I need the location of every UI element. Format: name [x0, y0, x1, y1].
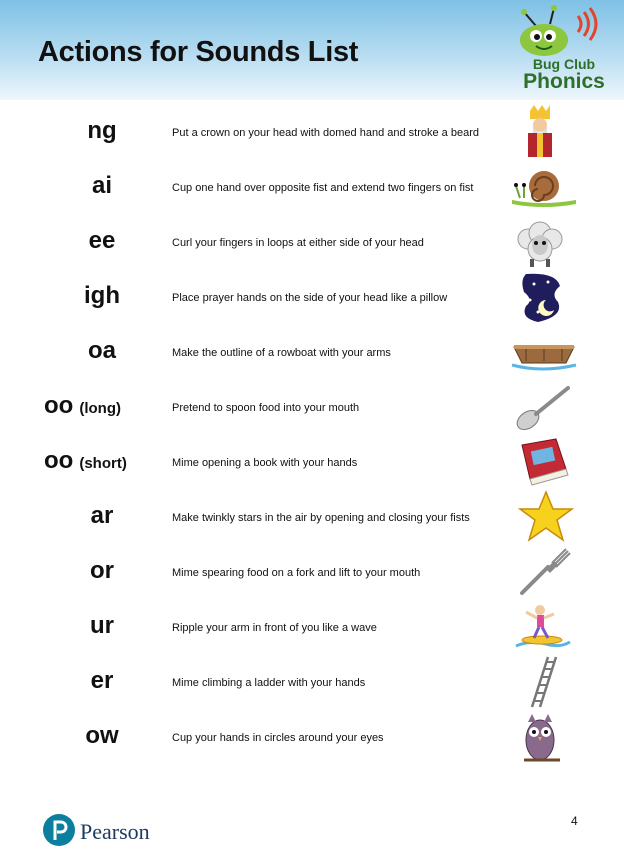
action-text: Cup your hands in circles around your eyes — [172, 732, 384, 744]
list-item — [0, 105, 624, 159]
list-item — [0, 215, 624, 269]
action-text: Put a crown on your head with domed hand and stroke a beard — [172, 127, 479, 139]
page-header — [0, 0, 624, 100]
list-item — [0, 270, 624, 324]
list-item — [0, 545, 624, 599]
sound-label: igh — [84, 282, 120, 309]
surfer-icon — [508, 600, 578, 654]
sound-label: or — [90, 557, 114, 584]
sound-label: oa — [87, 337, 116, 364]
publisher-name: Pearson — [80, 819, 150, 844]
sound-label — [44, 447, 156, 475]
action-text: Make twinkly stars in the air by opening and closing your fists — [172, 512, 470, 524]
action-text: Pretend to spoon food into your mouth — [172, 402, 360, 414]
spoon-icon — [508, 380, 578, 434]
list-item — [0, 600, 624, 654]
action-text: Mime opening a book with your hands — [172, 457, 358, 469]
pearson-p-icon — [42, 812, 76, 848]
ladder-icon — [508, 655, 578, 709]
sound-label: ng — [87, 117, 117, 144]
sound-label: er — [90, 667, 114, 694]
fork-icon — [508, 545, 578, 599]
sound-note: (short) — [79, 455, 127, 472]
sound-label — [44, 392, 156, 420]
page-title: Actions for Sounds List — [38, 36, 359, 68]
sound-note: (long) — [79, 400, 121, 417]
list-item — [0, 160, 624, 214]
bug-icon — [508, 4, 620, 60]
owl-icon — [508, 710, 578, 764]
book-icon — [508, 435, 578, 489]
action-text: Mime spearing food on a fork and lift to your mouth — [172, 567, 421, 579]
action-text: Cup one hand over opposite fist and extend two fingers on fist — [172, 182, 474, 194]
star-icon — [508, 490, 578, 544]
list-item — [0, 655, 624, 709]
page-number: 4 — [571, 814, 578, 828]
action-text: Mime climbing a ladder with your hands — [172, 677, 366, 689]
sound-letters: oo — [44, 392, 74, 419]
sound-letters: oo — [44, 447, 74, 474]
sound-label: ur — [90, 612, 114, 639]
sound-label: ow — [85, 722, 119, 749]
sound-label: ai — [91, 172, 112, 199]
action-text: Make the outline of a rowboat with your arms — [172, 347, 391, 359]
rowboat-icon — [508, 325, 578, 379]
list-item — [0, 490, 624, 544]
snail-icon — [508, 160, 578, 214]
list-item — [0, 710, 624, 764]
list-item — [0, 325, 624, 379]
list-item — [0, 435, 624, 489]
logo-line-2: Phonics — [523, 70, 605, 93]
king-icon — [508, 105, 578, 159]
action-text: Ripple your arm in front of you like a wave — [172, 622, 377, 634]
night-sky-icon — [508, 270, 578, 324]
list-item — [0, 380, 624, 434]
action-text: Curl your fingers in loops at either side of your head — [172, 237, 424, 249]
sound-label: ee — [88, 227, 116, 254]
bug-club-phonics-logo — [508, 4, 620, 96]
sheep-icon — [508, 215, 578, 269]
pearson-logo — [42, 812, 172, 848]
action-text: Place prayer hands on the side of your head like a pillow — [172, 292, 448, 304]
sound-label: ar — [90, 502, 114, 529]
logo-line-1: Bug Club — [532, 56, 596, 72]
